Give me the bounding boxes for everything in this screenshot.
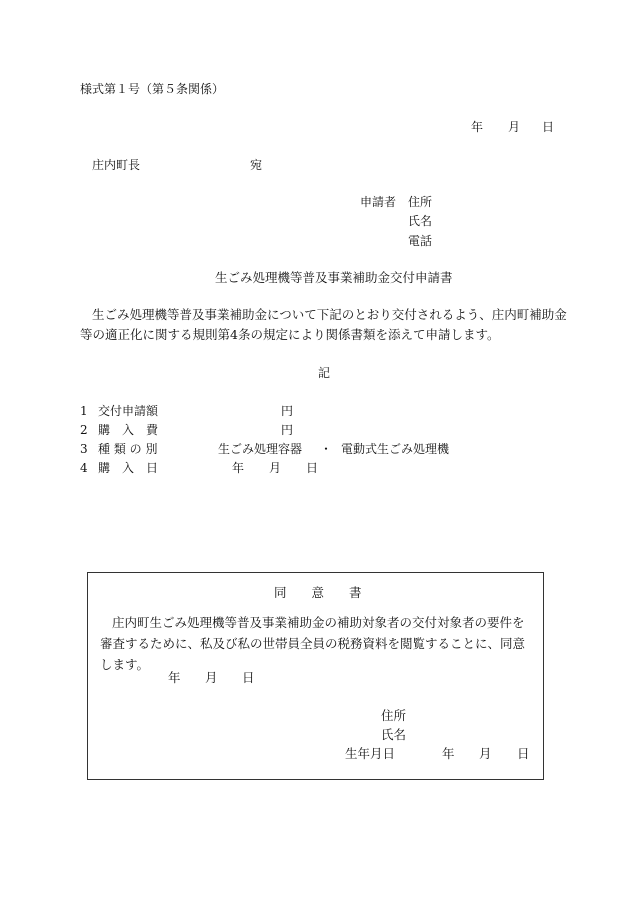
consent-body: 庄内町生ごみ処理機等普及事業補助金の補助対象者の交付対象者の要件を審査するために、私及び私の世帯員全員の税務資料を閲覧することに、同意します。 (100, 615, 526, 672)
item-4-year: 年 (232, 461, 245, 475)
application-body: 生ごみ処理機等普及事業補助金について下記のとおり交付されるよう、庄内町補助金等の適正化に関する規則第4条の規定により関係書類を添えて申請します。 (80, 307, 567, 342)
item-3-separator: ・ (320, 442, 333, 456)
consent-date-month: 月 (205, 670, 218, 685)
recipient-name: 庄内町長 (92, 158, 141, 172)
item-2-label: 購 入 費 (98, 423, 159, 437)
consent-birth-day: 日 (517, 746, 530, 761)
item-1-value: 円 (281, 404, 294, 418)
item-3-number: 3 (80, 442, 88, 456)
applicant-address-label: 住所 (408, 195, 433, 209)
item-2-number: 2 (80, 423, 88, 437)
consent-address-label: 住所 (381, 708, 407, 723)
date-year-label: 年 (471, 120, 484, 134)
consent-birth-year: 年 (442, 746, 455, 761)
consent-birth-month: 月 (479, 746, 492, 761)
consent-box (87, 572, 544, 780)
date-day-label: 日 (542, 120, 555, 134)
item-1-number: 1 (80, 404, 88, 418)
item-4-number: 4 (80, 461, 88, 475)
item-4-month: 月 (269, 461, 282, 475)
recipient-suffix: 宛 (250, 158, 263, 172)
applicant-label: 申請者 (360, 195, 397, 209)
document-title: 生ごみ処理機等普及事業補助金交付申請書 (215, 270, 453, 285)
form-number: 様式第１号（第５条関係） (80, 82, 225, 96)
applicant-phone-label: 電話 (408, 234, 433, 248)
item-4-label: 購 入 日 (98, 461, 159, 475)
consent-birth-label: 生年月日 (345, 746, 396, 761)
consent-name-label: 氏名 (381, 727, 407, 742)
consent-title: 同 意 書 (274, 585, 362, 600)
item-2-value: 円 (281, 423, 294, 437)
date-month-label: 月 (508, 120, 521, 134)
item-3-option-electric: 電動式生ごみ処理機 (341, 442, 450, 456)
ki-heading: 記 (318, 366, 331, 380)
consent-date-year: 年 (168, 670, 181, 685)
item-4-day: 日 (306, 461, 319, 475)
consent-date-day: 日 (242, 670, 255, 685)
item-3-label: 種 類 の 別 (98, 442, 158, 456)
applicant-name-label: 氏名 (408, 214, 433, 228)
item-3-option-container: 生ごみ処理容器 (218, 442, 303, 456)
item-1-label: 交付申請額 (98, 404, 159, 418)
